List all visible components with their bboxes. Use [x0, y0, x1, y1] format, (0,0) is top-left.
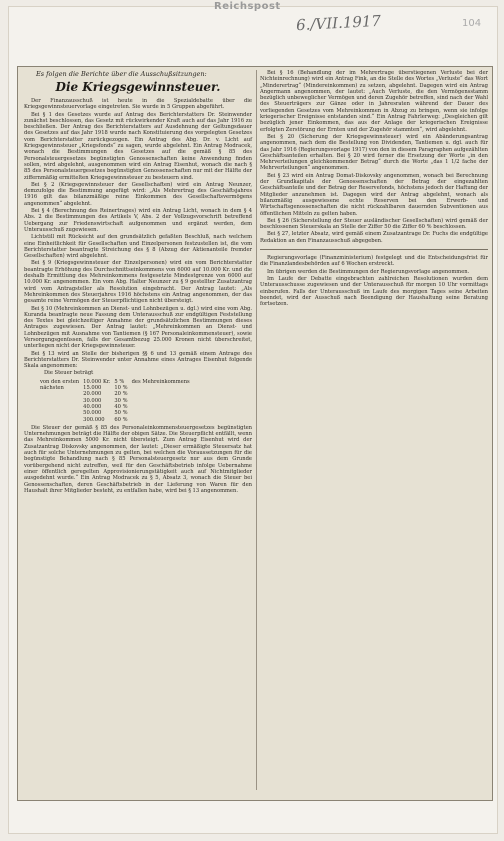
table-cell: 40 % — [114, 403, 128, 410]
paragraph: Lichtstill mit Rücksicht auf den grundsätzlich gefaßten Beschluß, nach welchem eine Einheitlichkeit für Gesellschaften und Einzelpersonen festzustellen ist, die vom Berichterstatter beantragte Streichung des § 8 (Abzug der Aktienanteile fremder Gesellschaften) wird abgelehnt. — [24, 234, 252, 260]
paragraph: Bei § 1 des Gesetzes wurde auf Antrag des Berichterstatters Dr. Steinwender zunächst beschlossen, das Gesetz mit rückwirkender Kraft auch auf das Jahr 1916 zu beschließen. Der Antrag des Berichterstatters auf Ausdehnung der Geltungsdauer des Gesetzes auf das Jahr 1918 wurde nach Konstituierung des vorgelegten Gesetzes vom Berichterstatter zurückgezogen. Ein Antrag des Abg. Dr. v. Licht auf Kriegsgewinnsteuer „Kriegsfonds“ zu sagen, wurde abgelehnt. Ein Antrag Modracek, wonach die Bestimmungen des Gesetzes auf die gemäß § 85 des Personalsteuergesetzes begünstigten Genossenschaften keine Anwendung finden sollen, wird abgelehnt, ausgenommen wird ein Antrag Eisenhut, wonach die nach § 85 des Personalsteuergesetzes begünstigten Genossenschaften nur mit der Hälfte der ziffernmäßig ermittelten Kriegsgewinnsteuer zu besteuern sind. — [24, 111, 252, 181]
paragraph: Im übrigen werden die Bestimmungen der Regierungsvorlage angenommen. — [267, 268, 470, 275]
table-cell: 40.000 — [83, 403, 102, 410]
paragraph: Bei § 26 (Sicherstellung der Steuer ausländischer Gesellschaften) wird gemäß der beschlossenen Steuerskala an Stelle der Ziffer 50 die Ziffer 60 % beschlossen. — [260, 217, 488, 231]
left-paragraphs — [24, 98, 252, 369]
article-left-column — [24, 70, 252, 495]
table-cell — [132, 417, 194, 423]
table-cell: nächsten — [40, 385, 64, 392]
table-cell: 60 % — [114, 416, 128, 423]
paragraph: Bei § 23 wird ein Antrag Domat-Diskovsky angenommen, wonach bei Berechnung der Grundkapitals der Genossenschaften der Betrag der eingezahlten Geschäftsanteile und der Betrag der Reservefonds, höchstens jedoch der Haftung der Mitglieder anzunehmen ist. Dagegen wird der Antrag abgelehnt, wonach als bilanzmäßig ausgewiesene echte Reserven bei den Erwerb- und Wirtschaftsgenossenschaften die nicht rückzahlbaren dauernden Subventionen aus öffentlichen Mitteln zu gelten haben. — [260, 172, 488, 217]
archive-number: 104 — [462, 18, 482, 29]
paragraph: Bei § 2 (Kriegsgewinnsteuer der Gesellschaften) wird ein Antrag Neunzer, demzufolge die Bestimmung angefügt wird: „Als Mehrertrag des Geschäftsjahres 1916 gilt das bilanzmäßige reine Einkommen des Gesellschaftsvermögens angenommen“ abgelehnt. — [24, 181, 252, 207]
table-cell: 10.000 Kr. — [83, 378, 111, 385]
table-cell: 30.000 — [83, 397, 102, 404]
left-tail-paragraphs — [24, 425, 252, 494]
paragraph: Bei § 4 (Berechnung des Reinertrages) wird ein Antrag Licht, wonach in dem § 4 Abs. 2 die Bestimmungen des Artikels V, Abs. 2 der Vollzugsvorschrift betreffend Uebergang zur Friedenswirtschaft aufgenommen und ergänzt werden, dem Unterausschuß zugewiesen. — [24, 208, 252, 233]
handwritten-date: 6./VII.1917 — [295, 11, 382, 35]
paragraph: Bei § 16 (Behandlung der im Mehrertrage überstiegenen Verluste bei der Nichteinrechnung) wird ein Antrag Fink, an die Stelle des Wortes „Verluste“ das Wort „Minderertrag“ (Mindereinkommen) zu setzen, abgelehnt. Dagegen wird ein Antrag Angermann angenommen, der lautet: „Auch Verluste, die den Vermögensstamm bezüglich unbeweglicher Vermögen und deren Zugehör betreffen, sind nach der Wahl des Steuerträgers zur Gänze oder in Jahresraten während der Dauer des vorliegenden Gesetzes vom Mehreinkommen in Abzug zu bringen, wenn sie infolge kriegerischer Ereignisse entstanden sind.“ Ein Antrag Fahrlerweg: „Desgleichen gilt bezüglich jener Einkommen, das aus der Anlage der kriegerischen Ereignisse erfolgten Zerstörung der Ernten und der Zugehör stammten“, wird abgelehnt. — [260, 70, 488, 133]
table-cell: 20 % — [114, 391, 128, 398]
column-divider — [256, 70, 257, 790]
table-cell: 50 % — [114, 410, 128, 417]
paragraph: Bei § 27, letzter Absatz, wird gemäß einem Zusatzantrage Dr. Fuchs die endgültige Redaktion an den Finanzausschuß abgegeben. — [260, 231, 488, 244]
paragraph: Bei § 9 (Kriegsgewinnsteuer der Einzelpersonen) wird ein vom Berichterstatter beantragte Erhöhung des Durchschnittseinkommens von 6000 auf 10.000 Kr. und die deshalb Ermittlung des Mehreinkommens festgesetzte Mindestgrenze von 6000 auf 10.000 Kr. angenommen. Ein vom Abg. Halter Neunzer zu § 9 gestellter Zusatzantrag wird vom Antragsteller als Resolution eingebracht. Der Antrag lautet: „Als Mehreinkommen des Steuerjahres 1916 höchstens ein Antrag angenommen, der das gesamte reine Vermögen der Steuerpflichtigen nicht übersteigt. — [24, 260, 252, 305]
table-cell: 15.000 — [83, 385, 102, 392]
table-row — [40, 417, 194, 423]
table-cell: 50.000 — [83, 410, 102, 417]
right-lower-paragraphs — [260, 255, 488, 307]
table-cell: 300.000 — [83, 416, 105, 423]
paragraph: Bei § 10 (Mehreinkommen an Dienst- und Lohnbezügen u. dgl.) wird eine vom Abg. Kuranda beantragte neue Fassung dem Unterausschuß zur endgültigen Feststellung des Textes bei gleichzeitiger Annahme der grundsätzlichen Bestimmungen dieses Antrages zugewiesen. Der Antrag lautet: „Mehreinkommen an Dienst- und Lohnbezügen mit Ausnahme von Tantiemen (§ 167 Personaleinkommensteuer), sowie Versorgungsgenüssen, falls der Gesamtbezug 25.000 Kronen nicht überschreitet, unterliegen nicht der Kriegsgewinnsteuer. — [24, 305, 252, 350]
table-cell: 20.000 — [83, 391, 102, 398]
table-cell — [40, 417, 83, 423]
archive-stamp: Reichspost — [214, 1, 281, 12]
table-cell: 10 % — [114, 385, 128, 392]
article-title: Die Kriegsgewinnsteuer. — [55, 80, 221, 94]
paragraph: Der Finanzausschuß ist heute in die Spezialdebatte über die Kriegsgewinnsteuervorlage eingetreten. Sie wurde in 5 Gruppen abgeführt. — [24, 98, 252, 111]
table-cell: von den ersten — [40, 378, 80, 385]
right-paragraphs — [260, 70, 488, 244]
paragraph: Bei § 20 (Sicherung der Kriegsgewinnsteuer) wird ein Abänderungsantrag angenommen, nach dem die Bestellung von Dividenden, Tantiemen u. dgl. auch für das Jahr 1916 (Regierungsvorlage 1917) von den in diesem Paragraphen aufgezählten Geschäftsanteilen erhalten. Bei § 20 wird ferner die Ersetzung der Worte „in den Mehrverteilungen gleichkommender Betrag“ durch die Worte „das 1 1/2 fache der Mehrverteilungen“ angenommen. — [260, 133, 488, 172]
table-cell: 5 % — [114, 378, 125, 385]
tax-scale-table — [40, 379, 194, 423]
section-rule — [260, 249, 488, 250]
paragraph: Im Laufe der Debatte eingebrachten zahlreichen Resolutionen wurden dem Unterausschusse zugewiesen und der Unterausschuß für morgen 10 Uhr vormittags einberufen. Falls der Unterausschuß im Laufe des morgigen Tages seine Arbeiten beendet, wird der Ausschuß nach Beendigung der Haushaltung seine Beratung fortsetzen. — [260, 275, 488, 308]
tax-intro: Die Steuer beträgt — [44, 370, 94, 377]
article-right-column — [260, 70, 488, 308]
paragraph: Regierungsvorlage (Finanzministerium) festgelegt und die Entscheidungsfrist für die Finanzlandesbehörden auf 6 Wochen erstreckt. — [260, 255, 488, 268]
paragraph: Bei § 13 wird an Stelle der bisherigen §§ 6 und 13 gemäß einem Antrage des Berichterstatters Dr. Steinwender unter Annahme eines Antrages Eisenhut folgende Skala angenommen: — [24, 350, 252, 370]
paragraph: Die Steuer der gemäß § 85 des Personaleinkommensteuergesetzes begünstigten Unternehmungen beträgt die Hälfte der obigen Sätze. Die Steuerpflicht entfällt, wenn das Mehreinkommen 5000 Kr. nicht übersteigt. Zum Antrag Eisenhut wird der Zusatzantrag Diskovsky angenommen, der lautet: „Dieser ermäßigte Steuersatz hat auch für solche Unternehmungen zu gelten, bei welchen die Voraussetzungen für die begünstigte Behandlung nach § 85 Personalsteuergesetz nur aus dem Grunde vorübergehend nicht zutreffen, weil für den Geschäftsbetrieb infolge Uebernahme einer öffentlich geregelten Approvisionierungstätigkeit auch auf Nichtmitglieder ausgedehnt wurde.“ Ein Antrag Modracek zu § 5, Absatz 3, wonach die Steuer bei Genossenschaften, deren Geschäftsbetrieb in der Lieferung von Waren für den Haushalt ihrer Mitglieder besteht, zu entfallen habe, wird bei § 13 angenommen. — [24, 424, 252, 494]
table-cell: des Mehreinkommens — [131, 378, 190, 385]
table-cell: 30 % — [114, 397, 128, 404]
article-intro: Es folgen die Berichte über die Ausschußsitzungen: — [36, 70, 207, 78]
